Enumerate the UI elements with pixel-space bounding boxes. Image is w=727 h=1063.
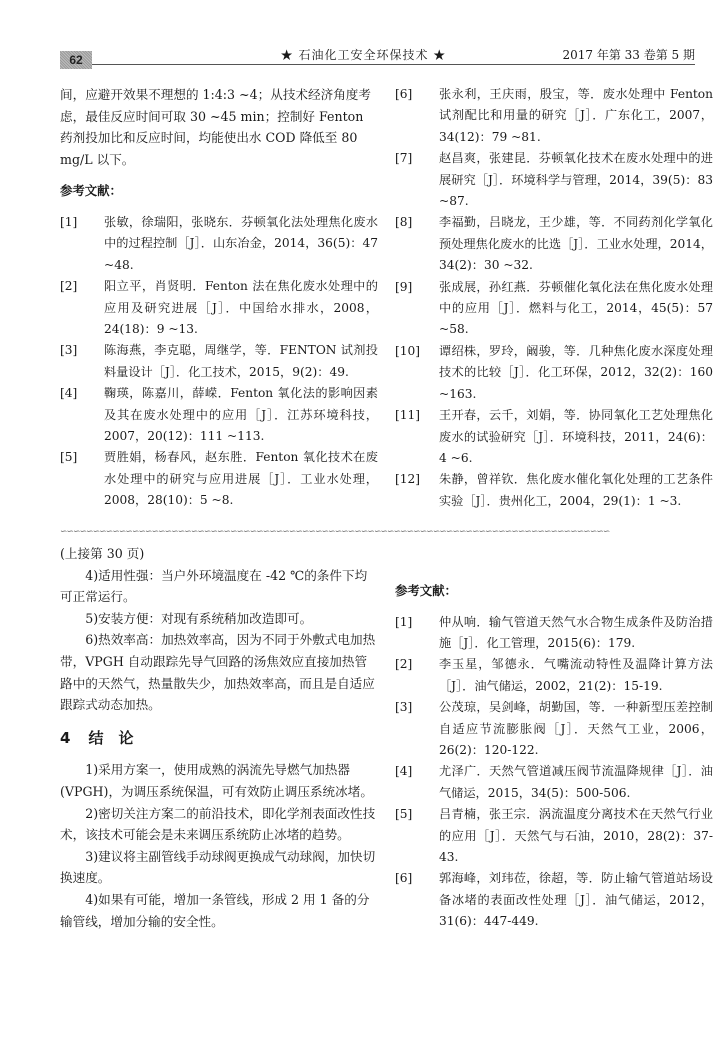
reference-text: 仲从响．输气管道天然气水合物生成条件及防治措施［J］．化工管理，2015(6)：179. [439,614,713,650]
reference-item [395,212,713,276]
reference-item [395,277,713,341]
reference-text: 阳立平，肖贤明．Fenton 法在焦化废水处理中的应用及研究进展［J］．中国给水排水，2008，24(18)：9 ~13. [104,279,378,336]
reference-text: 李福勤，吕晓龙，王少雄，等．不同药剂化学氧化预处理焦化废水的比选［J］．工业水处理，2014，34(2)：30 ~32. [439,215,713,273]
list-item: 5)安装方便：对现有系统稍加改造即可。 [85,610,313,626]
reference-list [395,84,713,512]
reference-text: 赵昌爽，张建昆．芬顿氧化技术在废水处理中的进展研究［J］．环境科学与管理，2014，39(5)：83 ~87. [439,151,713,209]
journal-title: ★ 石油化工安全环保技术 ★ [280,48,447,62]
reference-item [395,148,713,212]
reference-item [60,212,378,276]
reference-number: [1] [395,614,413,629]
reference-text: 张敏，徐瑞阳，张晓东．芬顿氧化法处理焦化废水中的过程控制［J］．山东冶金，2014，36(5)：47 ~48. [104,214,378,272]
page-number: 62 [60,51,92,69]
reference-number: [8] [395,215,413,230]
reference-item [395,612,713,655]
reference-item [395,804,713,868]
reference-item [60,340,378,383]
header-rule [92,64,695,65]
reference-list [60,212,378,512]
issue-info: 2017 年第 33 卷第 5 期 [562,48,695,62]
reference-item [60,447,378,511]
reference-number: [5] [395,807,413,822]
reference-number: [12] [395,472,421,487]
reference-number: [10] [395,343,421,358]
reference-text: 王开春，云千，刘娟，等．协同氧化工艺处理焦化废水的试验研究［J］．环境科技，2011，24(6)：4 ~6. [439,408,713,465]
section-number: 4 [60,728,71,747]
list-item: 4)适用性强：当户外环境温度在 -42 ℃的条件下均可正常运行。 [60,567,368,605]
conclusion-item: 3)建议将主副管线手动球阀更换成气动球阀，加快切换速度。 [60,848,376,886]
reference-list [395,612,713,933]
reference-text: 鞠瑛，陈嘉川，薛嵘．Fenton 氧化法的影响因素及其在废水处理中的应用［J］．江苏环境科技，2007，20(12)：111 ~113. [104,386,378,444]
reference-text: 公茂琼，吴剑峰，胡勤国，等．一种新型压差控制自适应节流膨胀阀［J］．天然气工业，2006，26(2)：120-122. [439,700,713,758]
continued-note: (上接第 30 页) [60,546,145,561]
reference-item [395,761,713,804]
list-item: 6)热效率高：加热效率高，因为不同于外敷式电加热带，VPGH 自动跟踪先导气回路的汤焦效应直接加热管路中的天然气，热量散失少，加热效率高，而且是自适应跟踪式动态加热。 [60,632,376,713]
upper-left-column [60,84,378,512]
reference-text: 尤泽广．天然气管道减压阀节流温降规律［J］．油气储运，2015，34(5)：500-506. [439,764,713,800]
conclusion-item: 1)采用方案一，使用成熟的涡流先导燃气加热器(VPGH)，为调压系统保温，可有效防止调压系统冰堵。 [60,762,373,799]
section-heading [60,728,378,750]
reference-number: [2] [60,279,78,294]
reference-text: 谭绍株，罗玲，阚骏，等．几种焦化废水深度处理技术的比较［J］．化工环保，2012，32(2)：160 ~163. [439,343,713,401]
reference-item [395,341,713,405]
reference-item [395,84,713,148]
upper-right-column [395,84,713,512]
reference-item [395,868,713,932]
reference-number: [5] [60,450,78,465]
reference-text: 贾胜娟，杨春风，赵东胜．Fenton 氧化技术在废水处理中的研究与应用进展［J］．工业水处理，2008，28(10)：5 ~8. [104,450,378,508]
reference-number: [6] [395,87,413,101]
wavy-divider: ∽∽∽∽∽∽∽∽∽∽∽∽∽∽∽∽∽∽∽∽∽∽∽∽∽∽∽∽∽∽∽∽∽∽∽∽∽∽∽∽∽∽∽∽∽∽∽∽∽∽∽∽∽∽∽∽∽∽∽∽∽∽∽∽∽∽∽∽∽∽∽∽∽∽∽∽∽∽∽∽∽∽∽∽ [60,528,610,536]
reference-number: [11] [395,408,421,423]
reference-item [60,276,378,340]
reference-number: [1] [60,214,78,229]
reference-text: 陈海燕，李克聪，周继学，等．FENTON 试剂投料量设计［J］．化工技术，2015，9(2)：49. [104,343,378,379]
reference-item [395,469,713,512]
body-paragraph: 间，应避开效果不理想的 1:4:3 ~4；从技术经济角度考虑，最佳反应时间可取 30 ~45 min；控制好 Fenton 药剂投加比和反应时间，均能使出水 COD 降低至 80 mg/L 以下。 [60,87,371,167]
reference-number: [4] [395,764,413,779]
conclusion-item: 2)密切关注方案二的前沿技术，即化学剂表面改性技术，该技术可能会是未来调压系统防止冰堵的趋势。 [60,805,376,843]
reference-number: [4] [60,386,78,401]
section-title: 结 论 [88,728,134,747]
reference-text: 张永利，王庆雨，殷宝，等．废水处理中 Fenton 试剂配比和用量的研究［J］．广东化工，2007，34(12)：79 ~81. [439,87,713,144]
reference-item [60,383,378,447]
references-heading: 参考文献： [395,583,457,598]
reference-number: [6] [395,871,413,886]
references-heading: 参考文献： [60,183,122,199]
reference-text: 吕青楠，张王宗．涡流温度分离技术在天然气行业的应用［J］．天然气与石油，2010，28(2)：37-43. [439,807,713,865]
reference-number: [3] [60,343,78,358]
reference-item [395,654,713,697]
reference-text: 朱静，曾祥钦．焦化废水催化氧化处理的工艺条件实验［J］．贵州化工，2004，29(1)：1 ~3. [439,472,713,508]
lower-left-column [60,543,378,932]
reference-text: 李玉星，邹德永．气嘴流动特性及温降计算方法［J］．油气储运，2002，21(2)：15-19. [439,657,713,693]
reference-number: [2] [395,657,413,672]
reference-item [395,405,713,469]
conclusion-item: 4)如果有可能，增加一条管线，形成 2 用 1 备的分输管线，增加分输的安全性。 [60,891,370,929]
reference-number: [7] [395,151,413,166]
reference-text: 郭海峰，刘玮莅，徐超，等．防止输气管道站场设备冰堵的表面改性处理［J］．油气储运，2012，31(6)：447-449. [439,871,713,929]
reference-item [395,697,713,761]
reference-number: [9] [395,279,413,294]
reference-number: [3] [395,700,413,715]
lower-right-column [395,580,713,933]
reference-text: 张成展，孙红燕．芬顿催化氧化法在焦化废水处理中的应用［J］．燃料与化工，2014，45(5)：57 ~58. [439,279,713,337]
